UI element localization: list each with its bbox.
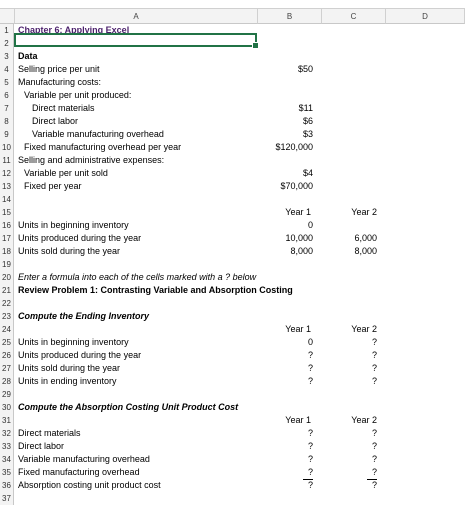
cell-c[interactable] [321,492,385,505]
sheet-row [0,245,465,258]
cell-b-value: Year 1 [285,207,311,217]
cell-b[interactable] [257,440,321,453]
cell-c-value: ? [371,454,377,464]
cell-c[interactable] [321,154,385,167]
sheet-row [0,141,465,154]
cell-c-value: 8,000 [354,246,377,256]
cell-b[interactable] [257,89,321,102]
cell-a[interactable]: Selling and administrative expenses: [18,155,165,165]
cell-a[interactable]: Direct labor [18,441,65,451]
cell-a[interactable]: Manufacturing costs: [18,77,102,87]
cell-b-value: $6 [302,116,313,126]
sheet-row [0,375,465,388]
cell-c[interactable] [321,219,385,232]
cell-b-value: $70,000 [280,181,313,191]
cell-b[interactable] [257,206,321,219]
cell-b-value: 0 [307,220,313,230]
row-header[interactable]: 15 [0,206,14,219]
sheet-row [0,349,465,362]
cell-a[interactable]: Units produced during the year [18,350,142,360]
cell-b[interactable] [257,349,321,362]
sheet-row [0,167,465,180]
cell-c[interactable] [321,76,385,89]
cell-a[interactable]: Direct materials [32,103,95,113]
cell-c[interactable] [321,206,385,219]
cell-a[interactable]: Units in beginning inventory [18,337,129,347]
cell-a[interactable]: Units sold during the year [18,246,121,256]
cell-b[interactable] [257,154,321,167]
cell-b[interactable] [257,401,321,414]
cell-c[interactable] [321,232,385,245]
row-header[interactable]: 4 [0,63,14,76]
cell-a[interactable]: Absorption costing unit product cost [18,480,161,490]
sheet-row [0,206,465,219]
cell-b[interactable] [257,50,321,63]
cell-c[interactable] [321,128,385,141]
cell-c[interactable] [321,401,385,414]
cell-a[interactable] [15,388,257,401]
sheet-row [0,258,465,271]
column-header-d[interactable]: D [385,8,465,24]
cell-a[interactable]: Compute the Absorption Costing Unit Product Cost [18,402,239,412]
row-header[interactable]: 7 [0,102,14,115]
cell-c[interactable] [321,479,385,492]
cell-b[interactable] [257,310,321,323]
cell-a[interactable]: Units in beginning inventory [18,220,129,230]
row-header[interactable]: 3 [0,50,14,63]
cell-a[interactable] [15,193,257,206]
row-header[interactable]: 21 [0,284,14,297]
row-header[interactable]: 31 [0,414,14,427]
row-header[interactable]: 32 [0,427,14,440]
cell-b-value: ? [307,441,313,451]
cell-b-value: 0 [307,337,313,347]
cell-a[interactable]: Fixed manufacturing overhead [18,467,140,477]
sheet-row [0,323,465,336]
sheet-row [0,180,465,193]
cell-c[interactable] [321,427,385,440]
cell-a[interactable]: Variable manufacturing overhead [32,129,164,139]
sheet-row [0,102,465,115]
cell-b-value: $11 [298,103,313,113]
cell-c[interactable] [321,180,385,193]
sheet-row [0,427,465,440]
cell-b-value: ? [307,480,313,490]
sheet-row [0,76,465,89]
sheet-row [0,193,465,206]
cell-c[interactable] [321,115,385,128]
sheet-row [0,492,465,505]
row-header[interactable]: 24 [0,323,14,336]
cell-b[interactable] [257,323,321,336]
cell-c[interactable] [321,323,385,336]
cell-c-value: ? [371,441,377,451]
cell-c[interactable] [321,24,385,37]
fill-handle[interactable] [252,42,259,49]
row-header[interactable]: 13 [0,180,14,193]
cell-b[interactable] [257,193,321,206]
cell-b[interactable] [257,141,321,154]
sheet-row [0,89,465,102]
cell-b-value: ? [307,363,313,373]
cell-b[interactable] [257,258,321,271]
cell-c[interactable] [321,466,385,479]
cell-a[interactable]: Direct materials [18,428,81,438]
row-header[interactable]: 28 [0,375,14,388]
row-header[interactable]: 5 [0,76,14,89]
cell-b[interactable] [257,453,321,466]
cell-c-value: Year 2 [351,324,377,334]
row-header[interactable]: 26 [0,349,14,362]
formula-bar-strip [0,0,465,8]
row-header[interactable]: 14 [0,193,14,206]
spreadsheet-grid [0,24,465,505]
cell-c-value: ? [371,428,377,438]
cell-c[interactable] [321,193,385,206]
row-header[interactable]: 34 [0,453,14,466]
row-header[interactable]: 20 [0,271,14,284]
cell-a[interactable]: Data [18,51,38,61]
cell-b[interactable] [257,232,321,245]
row-header[interactable]: 16 [0,219,14,232]
cell-b-value: 10,000 [285,233,313,243]
cell-c-value: ? [371,363,377,373]
sheet-row [0,128,465,141]
cell-b[interactable] [257,362,321,375]
cell-c[interactable] [321,167,385,180]
cell-c[interactable] [321,284,385,297]
row-header[interactable]: 8 [0,115,14,128]
cell-a[interactable]: Enter a formula into each of the cells marked with a ? below [18,272,257,282]
cell-c[interactable] [321,336,385,349]
cell-b[interactable] [257,271,321,284]
sheet-row [0,466,465,479]
cell-a[interactable] [15,492,257,505]
column-header-c[interactable]: C [321,8,385,24]
sheet-row [0,50,465,63]
cell-c-value: Year 2 [351,207,377,217]
cell-b-value: ? [307,454,313,464]
sheet-row [0,362,465,375]
sheet-row [0,232,465,245]
sheet-row [0,440,465,453]
sheet-row [0,219,465,232]
cell-b[interactable] [257,180,321,193]
cell-c[interactable] [321,297,385,310]
cell-b[interactable] [257,167,321,180]
cell-b[interactable] [257,245,321,258]
row-header[interactable]: 11 [0,154,14,167]
cell-a[interactable]: Review Problem 1: Contrasting Variable and Absorption Costing [18,285,293,295]
sheet-row [0,401,465,414]
cell-a[interactable] [15,206,257,219]
cell-c-value: 6,000 [354,233,377,243]
cell-b-value: 8,000 [290,246,313,256]
cell-c[interactable] [321,141,385,154]
cell-a[interactable]: Compute the Ending Inventory [18,311,150,321]
row-header[interactable]: 17 [0,232,14,245]
sheet-row [0,271,465,284]
cell-c-value: ? [367,466,377,480]
cell-c[interactable] [321,258,385,271]
row-header[interactable]: 22 [0,297,14,310]
cell-b[interactable] [257,466,321,479]
sheet-row [0,154,465,167]
cell-b[interactable] [257,414,321,427]
row-header[interactable]: 37 [0,492,14,505]
cell-b[interactable] [257,297,321,310]
select-all-corner[interactable] [0,8,14,24]
cell-a[interactable]: Variable per unit sold [24,168,108,178]
cell-a[interactable]: Direct labor [32,116,79,126]
cell-c[interactable] [321,375,385,388]
cell-b[interactable] [257,284,321,297]
sheet-row [0,388,465,401]
cell-c[interactable] [321,362,385,375]
sheet-row [0,115,465,128]
cell-b[interactable] [257,128,321,141]
cell-b-value: ? [307,350,313,360]
row-header[interactable]: 23 [0,310,14,323]
cell-b[interactable] [257,427,321,440]
row-header[interactable]: 25 [0,336,14,349]
cell-c-value: ? [371,376,377,386]
sheet-row [0,297,465,310]
cell-a[interactable] [15,258,257,271]
cell-b[interactable] [257,219,321,232]
row-header[interactable]: 12 [0,167,14,180]
cell-a[interactable]: Units in ending inventory [18,376,117,386]
cell-a[interactable]: Fixed manufacturing overhead per year [24,142,182,152]
cell-c[interactable] [321,89,385,102]
cell-c[interactable] [321,271,385,284]
cell-b[interactable] [257,24,321,37]
row-header[interactable]: 33 [0,440,14,453]
cell-b[interactable] [257,336,321,349]
cell-b[interactable] [257,492,321,505]
cell-b[interactable] [257,388,321,401]
cell-b-value: ? [303,466,313,480]
cell-c[interactable] [321,349,385,362]
cell-b[interactable] [257,63,321,76]
cell-b-value: Year 1 [285,324,311,334]
row-header[interactable]: 9 [0,128,14,141]
cell-b-value: ? [307,428,313,438]
cell-b-value: $3 [302,129,313,139]
column-header-b[interactable]: B [257,8,321,24]
row-header[interactable]: 27 [0,362,14,375]
cell-c-value: ? [371,350,377,360]
row-header[interactable]: 18 [0,245,14,258]
cell-b-value: $120,000 [275,142,313,152]
sheet-row [0,63,465,76]
cell-c[interactable] [321,414,385,427]
sheet-row [0,453,465,466]
cell-c[interactable] [321,388,385,401]
cell-c-value: ? [371,480,377,490]
row-header[interactable]: 19 [0,258,14,271]
active-cell-selection [14,33,257,47]
sheet-row [0,336,465,349]
sheet-row [0,310,465,323]
row-header[interactable]: 1 [0,24,14,37]
cell-a[interactable] [15,414,257,427]
cell-b-value: $4 [302,168,313,178]
cell-a[interactable]: Chapter 6: Applying Excel [18,25,130,35]
row-header[interactable]: 35 [0,466,14,479]
cell-a[interactable] [15,297,257,310]
cell-c-value: Year 2 [351,415,377,425]
cell-c-value: ? [371,337,377,347]
row-header[interactable]: 30 [0,401,14,414]
cell-c[interactable] [321,440,385,453]
cell-a[interactable]: Selling price per unit [18,64,100,74]
sheet-row [0,414,465,427]
row-header[interactable]: 6 [0,89,14,102]
cell-b[interactable] [257,375,321,388]
cell-a[interactable]: Variable per unit produced: [24,90,132,100]
cell-c[interactable] [321,245,385,258]
cell-b[interactable] [257,115,321,128]
cell-c[interactable] [321,453,385,466]
cell-b[interactable] [257,102,321,115]
sheet-row [0,284,465,297]
row-header[interactable]: 10 [0,141,14,154]
cell-b[interactable] [257,76,321,89]
cell-c[interactable] [321,37,385,50]
cell-b-value: ? [307,376,313,386]
row-header[interactable]: 36 [0,479,14,492]
cell-b[interactable] [257,37,321,50]
row-header[interactable]: 29 [0,388,14,401]
cell-a[interactable]: Units produced during the year [18,233,142,243]
row-header[interactable]: 2 [0,37,14,50]
cell-c[interactable] [321,63,385,76]
cell-b-value: Year 1 [285,415,311,425]
cell-c[interactable] [321,310,385,323]
cell-c[interactable] [321,102,385,115]
sheet-row [0,479,465,492]
cell-a[interactable]: Variable manufacturing overhead [18,454,150,464]
cell-c[interactable] [321,50,385,63]
cell-b-value: $50 [297,64,313,74]
cell-a[interactable]: Units sold during the year [18,363,121,373]
cell-b[interactable] [257,479,321,492]
cell-a[interactable]: Fixed per year [24,181,82,191]
cell-a[interactable] [15,323,257,336]
column-header-a[interactable]: A [14,8,257,24]
